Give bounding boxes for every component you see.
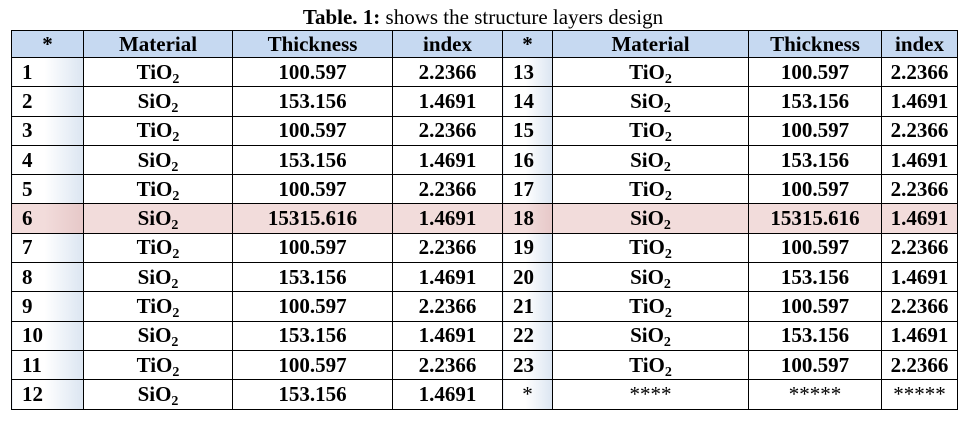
layer-number-cell: *: [503, 380, 553, 409]
index-cell: 2.2366: [882, 233, 958, 262]
table-row: [12, 87, 958, 116]
table-row: [12, 380, 958, 409]
material-cell: [84, 58, 233, 87]
layer-number-cell: 12: [12, 380, 84, 409]
material-cell: [553, 87, 749, 116]
thickness-cell: 153.156: [233, 87, 393, 116]
material-cell: [553, 350, 749, 379]
index-cell: 1.4691: [882, 263, 958, 292]
material-formula: SiO: [137, 381, 172, 406]
thickness-cell: 153.156: [233, 145, 393, 174]
index-cell: 1.4691: [393, 263, 503, 292]
material-cell: [84, 233, 233, 262]
layer-number-cell: 17: [503, 175, 553, 204]
layer-number-cell: 1: [12, 58, 84, 87]
layer-number-cell: 7: [12, 233, 84, 262]
material-formula: TiO: [629, 352, 665, 377]
layers-table: [11, 30, 958, 410]
layer-number-cell: 18: [503, 204, 553, 233]
material-formula: TiO: [629, 176, 665, 201]
table-row: [12, 263, 958, 292]
material-subscript: 2: [664, 247, 672, 263]
material-subscript: 2: [171, 335, 179, 351]
material-subscript: 2: [171, 100, 179, 116]
material-cell: [84, 350, 233, 379]
index-cell: 1.4691: [393, 204, 503, 233]
thickness-cell: 153.156: [749, 263, 882, 292]
material-formula: SiO: [137, 264, 172, 289]
material-cell: [553, 380, 749, 409]
layer-number-cell: 6: [12, 204, 84, 233]
material-subscript: 2: [172, 364, 180, 380]
layer-number-cell: 4: [12, 145, 84, 174]
material-subscript: 2: [172, 71, 180, 87]
index-cell: 2.2366: [393, 292, 503, 321]
index-cell: 2.2366: [882, 292, 958, 321]
layer-number-cell: 13: [503, 58, 553, 87]
layer-number-cell: 3: [12, 116, 84, 145]
table-row: [12, 58, 958, 87]
thickness-cell: 100.597: [233, 116, 393, 145]
material-cell: [553, 233, 749, 262]
index-cell: 1.4691: [882, 87, 958, 116]
index-cell: 1.4691: [882, 204, 958, 233]
material-subscript: 2: [664, 306, 672, 322]
layer-number-cell: 5: [12, 175, 84, 204]
table-row: [12, 292, 958, 321]
caption-label: Table. 1:: [302, 5, 381, 29]
material-formula: TiO: [136, 352, 173, 377]
thickness-cell: 153.156: [233, 263, 393, 292]
material-formula: SiO: [630, 88, 664, 113]
index-cell: *****: [882, 380, 958, 409]
material-subscript: 2: [663, 100, 671, 116]
thickness-cell: 100.597: [749, 292, 882, 321]
thickness-cell: 153.156: [233, 380, 393, 409]
layer-number-cell: 11: [12, 350, 84, 379]
material-formula: TiO: [136, 294, 173, 319]
thickness-cell: 100.597: [233, 175, 393, 204]
thickness-cell: 100.597: [749, 175, 882, 204]
material-subscript: 2: [664, 364, 672, 380]
thickness-cell: 15315.616: [233, 204, 393, 233]
layer-number-cell: 23: [503, 350, 553, 379]
material-cell: [553, 263, 749, 292]
material-subscript: 2: [172, 306, 180, 322]
table-row: [12, 204, 958, 233]
thickness-cell: 153.156: [749, 87, 882, 116]
index-cell: 2.2366: [393, 116, 503, 145]
material-subscript: 2: [664, 188, 672, 204]
thickness-cell: 100.597: [749, 233, 882, 262]
material-cell: [84, 321, 233, 350]
thickness-cell: 100.597: [233, 58, 393, 87]
material-cell: [84, 292, 233, 321]
index-cell: 2.2366: [882, 175, 958, 204]
header-material-left: Material: [84, 31, 233, 58]
material-formula: SiO: [630, 264, 664, 289]
index-cell: 2.2366: [882, 58, 958, 87]
material-cell: [84, 116, 233, 145]
material-formula: SiO: [137, 147, 172, 172]
material-cell: [553, 116, 749, 145]
material-cell: [84, 204, 233, 233]
index-cell: 1.4691: [882, 145, 958, 174]
material-formula: ****: [629, 381, 672, 406]
material-cell: [553, 292, 749, 321]
index-cell: 2.2366: [393, 350, 503, 379]
thickness-cell: 153.156: [233, 321, 393, 350]
index-cell: 2.2366: [393, 175, 503, 204]
material-subscript: 2: [664, 71, 672, 87]
material-formula: SiO: [137, 88, 172, 113]
material-cell: [84, 380, 233, 409]
thickness-cell: 100.597: [233, 292, 393, 321]
material-subscript: 2: [172, 188, 180, 204]
material-formula: SiO: [630, 206, 664, 231]
index-cell: 2.2366: [393, 233, 503, 262]
material-subscript: 2: [171, 276, 179, 292]
table-row: [12, 321, 958, 350]
caption-text: shows the structure layers design: [380, 5, 664, 29]
layer-number-cell: 16: [503, 145, 553, 174]
thickness-cell: 15315.616: [749, 204, 882, 233]
layer-number-cell: 2: [12, 87, 84, 116]
material-subscript: 2: [171, 218, 179, 234]
header-index-right: index: [882, 31, 958, 58]
table-row: [12, 350, 958, 379]
material-cell: [553, 58, 749, 87]
thickness-cell: 100.597: [749, 116, 882, 145]
index-cell: 2.2366: [393, 58, 503, 87]
material-cell: [553, 175, 749, 204]
material-cell: [553, 321, 749, 350]
table-row: [12, 233, 958, 262]
layer-number-cell: 8: [12, 263, 84, 292]
material-formula: TiO: [629, 118, 665, 143]
material-cell: [84, 145, 233, 174]
material-formula: TiO: [629, 294, 665, 319]
layer-number-cell: 22: [503, 321, 553, 350]
header-number-left: *: [12, 31, 84, 58]
material-formula: SiO: [137, 206, 172, 231]
table-caption: [0, 0, 966, 30]
material-subscript: 2: [663, 218, 671, 234]
material-formula: TiO: [136, 176, 173, 201]
material-cell: [553, 145, 749, 174]
table-body: [12, 58, 958, 410]
material-formula: TiO: [629, 59, 665, 84]
thickness-cell: 100.597: [233, 350, 393, 379]
layer-number-cell: 10: [12, 321, 84, 350]
layer-number-cell: 15: [503, 116, 553, 145]
layer-number-cell: 20: [503, 263, 553, 292]
table-row: [12, 145, 958, 174]
layer-number-cell: 21: [503, 292, 553, 321]
layer-number-cell: 14: [503, 87, 553, 116]
layer-number-cell: 19: [503, 233, 553, 262]
header-material-right: Material: [553, 31, 749, 58]
thickness-cell: 100.597: [749, 58, 882, 87]
header-row: [12, 31, 958, 58]
material-subscript: 2: [171, 393, 179, 409]
index-cell: 1.4691: [393, 380, 503, 409]
header-number-right: *: [503, 31, 553, 58]
material-formula: SiO: [630, 147, 664, 172]
material-formula: TiO: [136, 118, 173, 143]
index-cell: 2.2366: [882, 116, 958, 145]
material-subscript: 2: [172, 247, 180, 263]
index-cell: 1.4691: [393, 145, 503, 174]
material-formula: TiO: [136, 235, 173, 260]
material-formula: TiO: [629, 235, 665, 260]
layer-number-cell: 9: [12, 292, 84, 321]
material-cell: [553, 204, 749, 233]
table-row: [12, 175, 958, 204]
header-thickness-left: Thickness: [233, 31, 393, 58]
thickness-cell: 100.597: [749, 350, 882, 379]
material-subscript: 2: [663, 159, 671, 175]
thickness-cell: 153.156: [749, 321, 882, 350]
material-cell: [84, 263, 233, 292]
thickness-cell: 153.156: [749, 145, 882, 174]
material-cell: [84, 87, 233, 116]
index-cell: 1.4691: [882, 321, 958, 350]
material-subscript: 2: [172, 130, 180, 146]
header-thickness-right: Thickness: [749, 31, 882, 58]
material-formula: SiO: [137, 323, 172, 348]
material-subscript: 2: [171, 159, 179, 175]
index-cell: 1.4691: [393, 321, 503, 350]
material-cell: [84, 175, 233, 204]
table-row: [12, 116, 958, 145]
material-formula: SiO: [630, 323, 664, 348]
material-subscript: 2: [663, 276, 671, 292]
thickness-cell: *****: [749, 380, 882, 409]
index-cell: 1.4691: [393, 87, 503, 116]
header-index-left: index: [393, 31, 503, 58]
material-formula: TiO: [136, 59, 173, 84]
material-subscript: 2: [664, 130, 672, 146]
thickness-cell: 100.597: [233, 233, 393, 262]
index-cell: 2.2366: [882, 350, 958, 379]
material-subscript: 2: [663, 335, 671, 351]
